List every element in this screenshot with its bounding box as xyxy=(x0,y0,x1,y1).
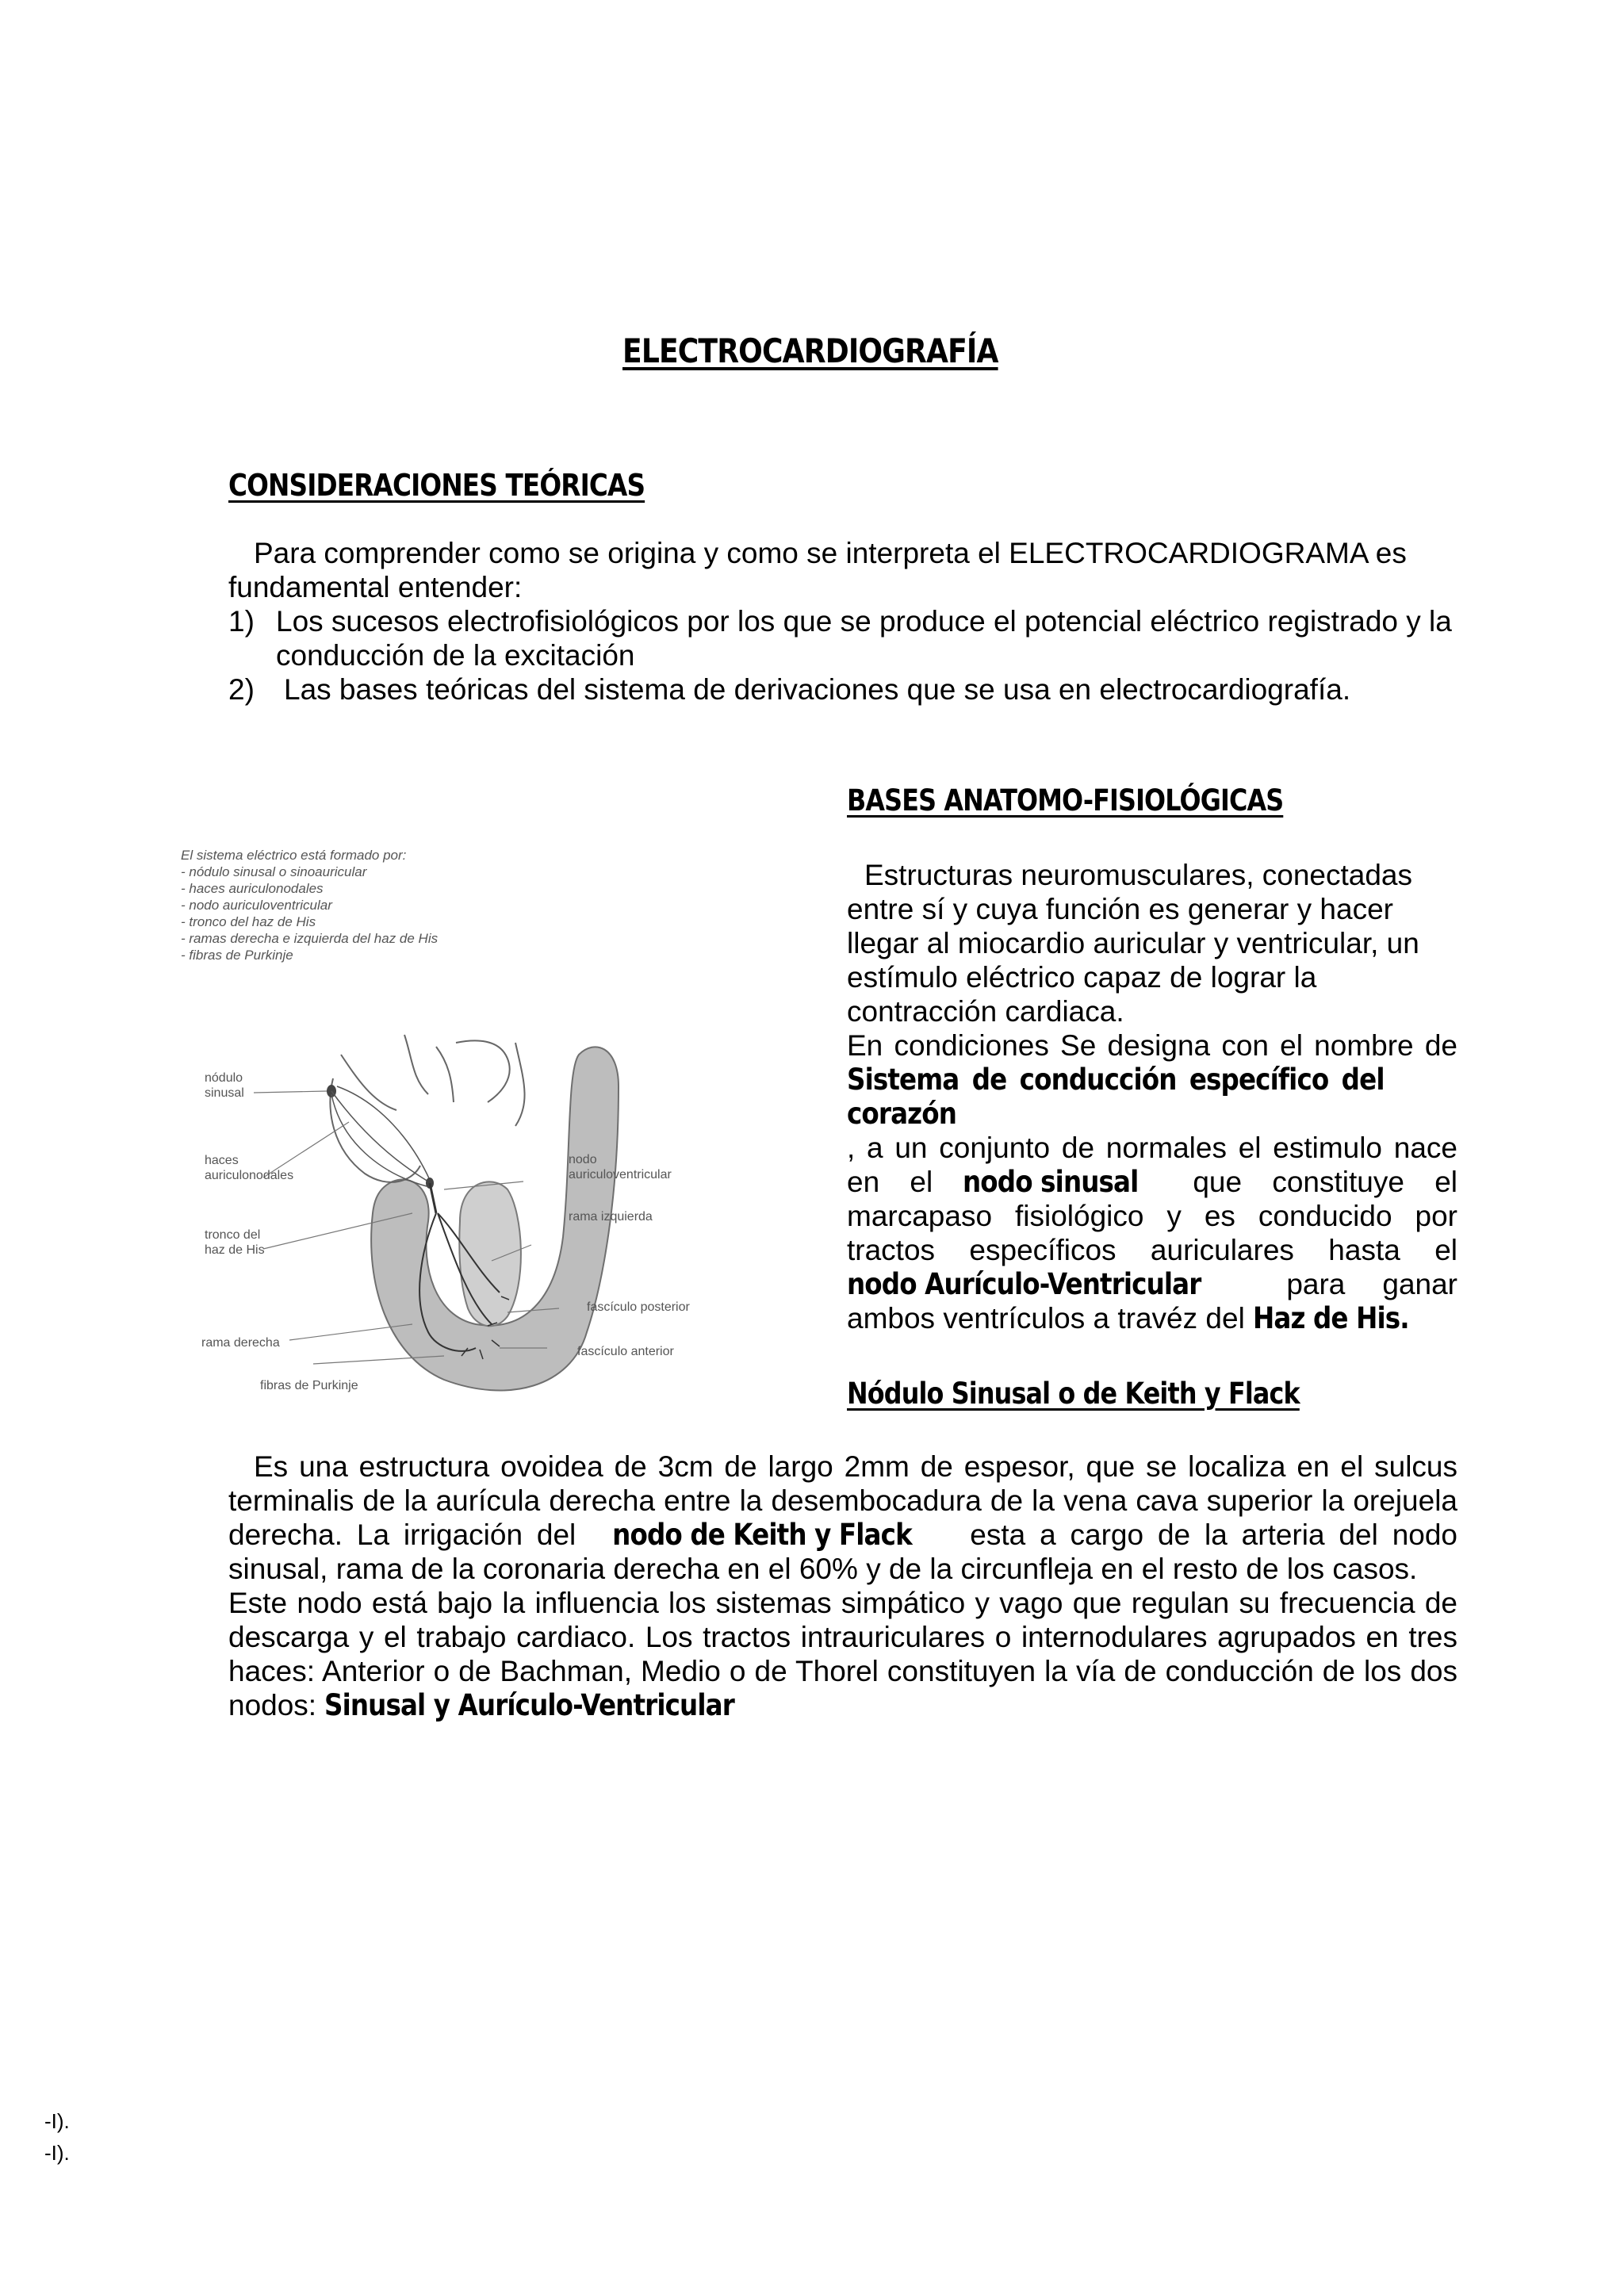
figure-caption-line: - nódulo sinusal o sinoauricular xyxy=(181,864,367,879)
list-item-text: Las bases teóricas del sistema de derivaciones que se usa en electrocardiografía. xyxy=(284,673,1351,706)
label-fibras-purkinje: fibras de Purkinje xyxy=(260,1379,358,1392)
bases-text: , a un conjunto de normales el estimulo nace en el xyxy=(847,1132,1457,1198)
nodulo-text: esta a cargo de la arteria del nodo sinusal, rama de la coronaria derecha en el 60% y de la circunfleja en el resto de los casos. xyxy=(228,1518,1458,1585)
bases-paragraph-1: Estructuras neuromusculares, conectadas entre sí y cuya función es generar y hacer llegar al miocardio auricular y ventricular, un estímulo eléctrico capaz de lograr la contracción cardiaca. xyxy=(847,859,1419,1028)
label-fasciculo-posterior: fascículo posterior xyxy=(587,1300,690,1314)
bases-text: para ganar ambos ventrículos a travéz del xyxy=(847,1268,1458,1335)
nodulo-paragraph-1 xyxy=(228,1450,1457,1586)
nodulo-text: Este nodo está bajo la influencia los sistemas simpático y vago que regulan su frecuencia de descarga y el trabajo cardiaco. Los tractos intrauriculares o internodulares agrupados en tres haces: Anterior o de Bachman, Medio o de Thorel constituyen la vía de conducción de los dos nodos: xyxy=(228,1587,1457,1721)
section-heading-bases: BASES ANATOMO-FISIOLÓGICAS xyxy=(847,783,1284,818)
label-nodulo-sinusal xyxy=(205,1070,244,1101)
nodulo-text: Es una estructura ovoidea de 3cm de largo 2mm de espesor, que se localiza en el sulcus terminalis de la aurícula derecha entre la desembocadura de la vena cava superior la orejuela derecha. La irrigación del xyxy=(228,1450,1457,1551)
his-bundle xyxy=(430,1183,436,1213)
footer-mark: -I). xyxy=(44,2141,70,2165)
figure-caption-line: El sistema eléctrico está formado por: xyxy=(181,848,407,863)
heart-diagram xyxy=(174,841,825,1411)
label-line: nódulo xyxy=(205,1071,243,1085)
label-line: tronco del xyxy=(205,1228,261,1242)
list-item-number: 2) xyxy=(228,673,255,706)
bold-term-keith-flack: nodo de Keith y Flack xyxy=(612,1518,913,1552)
list-item xyxy=(228,672,1465,707)
atrium-outline xyxy=(341,1035,454,1110)
nodulo-paragraph-2 xyxy=(228,1586,1457,1722)
bases-text: que constituye el marcapaso fisiológico y es conducido por tractos específicos auriculares hasta el xyxy=(847,1166,1458,1266)
section-heading-consideraciones: CONSIDERACIONES TEÓRICAS xyxy=(228,468,645,503)
label-line: auriculonodales xyxy=(205,1169,294,1182)
label-tronco-his xyxy=(205,1227,265,1258)
page-title: ELECTROCARDIOGRAFÍA xyxy=(622,331,998,370)
intro-paragraph: Para comprender como se origina y como se interpreta el ELECTROCARDIOGRAMA es fundamental entender: xyxy=(228,537,1407,603)
section-heading-nodulo-sinusal: Nódulo Sinusal o de Keith y Flack xyxy=(847,1377,1300,1411)
aorta-outline xyxy=(456,1040,525,1126)
section-nodulo-body xyxy=(228,1450,1457,1722)
footer-mark: -I). xyxy=(44,2109,70,2133)
bases-paragraph-2 xyxy=(847,1028,1457,1335)
figure-caption-line: - haces auriculonodales xyxy=(181,881,324,896)
bold-term-sinusal-av: Sinusal y Aurículo-Ventricular xyxy=(324,1688,735,1722)
section-consideraciones-body xyxy=(228,536,1465,707)
label-line: haces xyxy=(205,1154,239,1167)
bold-term-haz-his: Haz de His. xyxy=(1253,1301,1409,1335)
label-line: auriculoventricular xyxy=(569,1168,672,1181)
label-haces-auriculonodales xyxy=(205,1153,293,1183)
figure-caption-line: - nodo auriculoventricular xyxy=(181,898,332,913)
label-nodo-av xyxy=(569,1152,672,1182)
list-item-number: 1) xyxy=(228,605,255,638)
list-item-text: Los sucesos electrofisiológicos por los que se produce el potencial eléctrico registrado y la conducción de la excitación xyxy=(276,605,1452,672)
label-rama-derecha: rama derecha xyxy=(201,1336,280,1350)
label-rama-izquierda: rama izquierda xyxy=(569,1210,653,1224)
bold-term-sistema-conduccion: Sistema de conducción específico del corazón xyxy=(847,1063,1385,1131)
bold-term-nodo-sinusal: nodo sinusal xyxy=(963,1165,1139,1199)
figure-caption-line: - fibras de Purkinje xyxy=(181,948,293,963)
conduction-system-figure xyxy=(174,841,825,1411)
section-bases-body xyxy=(847,858,1457,1335)
figure-caption-line: - tronco del haz de His xyxy=(181,914,316,929)
figure-caption-line: - ramas derecha e izquierda del haz de His xyxy=(181,931,439,946)
label-fasciculo-anterior: fascículo anterior xyxy=(577,1345,674,1358)
label-line: nodo xyxy=(569,1153,597,1166)
label-line: sinusal xyxy=(205,1086,244,1100)
bold-term-nodo-av: nodo Aurículo-Ventricular xyxy=(847,1267,1201,1301)
label-line: haz de His xyxy=(205,1243,265,1257)
list-item xyxy=(228,604,1465,672)
bases-text: En condiciones Se designa con el nombre de xyxy=(847,1029,1457,1062)
